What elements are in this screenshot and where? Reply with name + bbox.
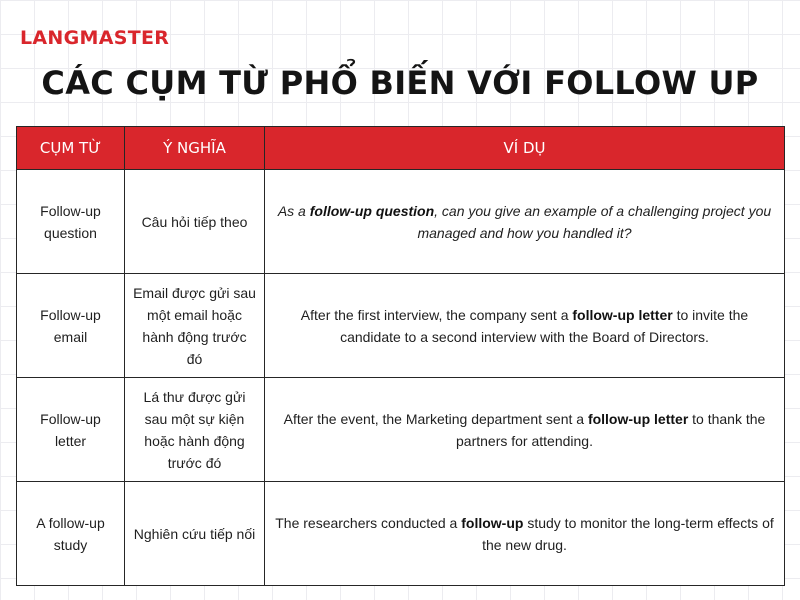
- example-cell: [265, 378, 785, 482]
- example-text: , can you give an example of a challenging project you managed and how you handled it?: [417, 202, 772, 241]
- table-row: [17, 170, 785, 274]
- header-example: VÍ DỤ: [265, 127, 785, 170]
- example-text: study to monitor the long-term effects of the new drug.: [482, 514, 774, 553]
- table-row: [17, 274, 785, 378]
- meaning-cell: Email được gửi sau một email hoặc hành động trước đó: [125, 274, 265, 378]
- langmaster-logo: LANGMASTER: [20, 27, 170, 49]
- example-text: After the event, the Marketing department sent a: [283, 410, 588, 427]
- example-cell: [265, 274, 785, 378]
- meaning-cell: Nghiên cứu tiếp nối: [125, 482, 265, 586]
- phrases-table: [16, 126, 785, 586]
- example-highlight: follow-up question: [309, 202, 435, 219]
- table-header-row: [17, 127, 785, 170]
- example-cell: [265, 170, 785, 274]
- header-phrase: CỤM TỪ: [17, 127, 125, 170]
- example-text: As a: [277, 202, 310, 219]
- phrase-cell: A follow-up study: [17, 482, 125, 586]
- meaning-cell: Câu hỏi tiếp theo: [125, 170, 265, 274]
- header-meaning: Ý NGHĨA: [125, 127, 265, 170]
- example-text: The researchers conducted a: [275, 514, 462, 531]
- example-text: After the first interview, the company sent a: [300, 306, 573, 323]
- table-row: [17, 378, 785, 482]
- meaning-cell: Lá thư được gửi sau một sự kiện hoặc hành động trước đó: [125, 378, 265, 482]
- phrase-cell: Follow-up question: [17, 170, 125, 274]
- page-title: CÁC CỤM TỪ PHỔ BIẾN VỚI FOLLOW UP: [41, 64, 759, 102]
- table-row: [17, 482, 785, 586]
- example-text: to thank the partners for attending.: [456, 410, 766, 449]
- example-highlight: follow-up letter: [587, 410, 689, 427]
- phrase-cell: Follow-up email: [17, 274, 125, 378]
- phrase-cell: Follow-up letter: [17, 378, 125, 482]
- example-highlight: follow-up letter: [572, 306, 673, 323]
- example-cell: [265, 482, 785, 586]
- example-highlight: follow-up: [461, 514, 524, 531]
- example-text: to invite the candidate to a second interview with the Board of Directors.: [340, 306, 749, 345]
